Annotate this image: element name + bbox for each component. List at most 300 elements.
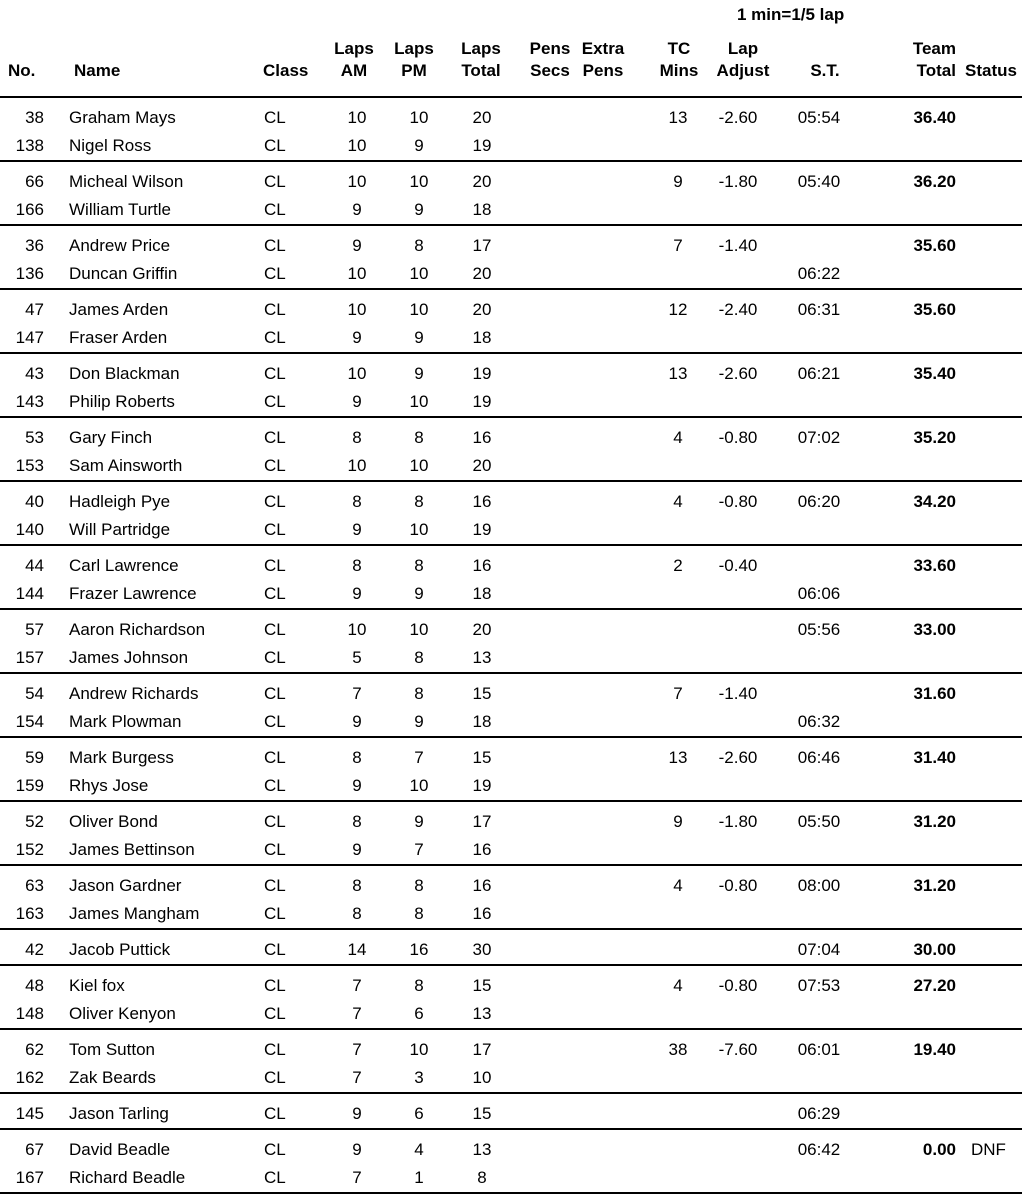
rider-number: 40 <box>25 492 44 511</box>
col-header-laps-total <box>455 38 507 82</box>
start-time: 05:54 <box>797 108 841 127</box>
col-header-no <box>8 60 48 82</box>
team-total <box>880 1100 956 1128</box>
start-time <box>793 196 845 224</box>
laps-pm: 1 <box>414 1168 424 1187</box>
rider-class: CL <box>264 300 286 319</box>
rider-class: CL <box>264 620 286 639</box>
table-row <box>0 744 1022 772</box>
laps-pm: 8 <box>414 976 424 995</box>
team-status <box>971 744 1021 772</box>
laps-total: 19 <box>472 520 492 539</box>
rider-name: Hadleigh Pye <box>69 492 171 511</box>
table-row <box>0 168 1022 196</box>
lap-adjust <box>708 1100 768 1128</box>
team-status <box>971 104 1021 132</box>
team-status <box>971 680 1021 708</box>
laps-total: 15 <box>472 976 492 995</box>
rider-name: Oliver Kenyon <box>69 1004 176 1023</box>
table-row <box>0 104 1022 132</box>
laps-total: 16 <box>472 428 492 447</box>
laps-am: 8 <box>352 812 362 831</box>
laps-am: 9 <box>352 1104 362 1123</box>
rider-class: CL <box>264 840 286 859</box>
rider-class: CL <box>264 136 286 155</box>
table-row <box>0 900 1022 928</box>
col-header-line: Mins <box>659 61 699 80</box>
laps-total: 20 <box>472 620 492 639</box>
laps-am: 9 <box>352 840 362 859</box>
rider-name: James Johnson <box>69 648 189 667</box>
team-total: 35.20 <box>913 428 956 447</box>
lap-adjust: -0.80 <box>718 428 758 447</box>
col-header-laps-am <box>330 38 378 82</box>
rider-number: 148 <box>15 1004 44 1023</box>
laps-am: 14 <box>347 940 367 959</box>
laps-pm: 9 <box>414 136 424 155</box>
col-header-st <box>800 60 850 82</box>
rider-class: CL <box>264 712 286 731</box>
laps-am: 8 <box>352 492 362 511</box>
team-group <box>0 610 1022 674</box>
rider-number: 166 <box>15 200 44 219</box>
tc-mins: 13 <box>668 748 688 767</box>
lap-adjust: -0.40 <box>718 556 758 575</box>
team-status <box>971 1036 1021 1064</box>
rider-number: 43 <box>25 364 44 383</box>
col-header-line: Laps <box>461 39 501 58</box>
laps-pm: 8 <box>414 428 424 447</box>
lap-adjust <box>708 936 768 964</box>
team-group <box>0 546 1022 610</box>
rider-number: 42 <box>25 940 44 959</box>
start-time <box>793 836 845 864</box>
team-status <box>971 168 1021 196</box>
rider-number: 36 <box>25 236 44 255</box>
laps-pm: 10 <box>409 520 429 539</box>
laps-am: 7 <box>352 1168 362 1187</box>
rider-class: CL <box>264 328 286 347</box>
laps-pm: 10 <box>409 392 429 411</box>
rider-name: Jason Gardner <box>69 876 182 895</box>
tc-mins: 2 <box>673 556 683 575</box>
team-total: 31.40 <box>913 748 956 767</box>
tc-mins <box>654 1136 702 1164</box>
laps-pm: 9 <box>414 200 424 219</box>
table-row <box>0 680 1022 708</box>
col-header-line: Pens <box>529 39 571 58</box>
laps-total: 13 <box>472 1140 492 1159</box>
table-row <box>0 488 1022 516</box>
col-header-line: Lap <box>727 39 759 58</box>
rider-number: 57 <box>25 620 44 639</box>
rider-class: CL <box>264 1140 286 1159</box>
laps-pm: 8 <box>414 876 424 895</box>
rider-class: CL <box>264 520 286 539</box>
col-header-tc-mins <box>655 38 703 82</box>
rider-name: James Arden <box>69 300 169 319</box>
start-time <box>793 1000 845 1028</box>
laps-pm: 6 <box>414 1104 424 1123</box>
rider-number: 152 <box>15 840 44 859</box>
table-row <box>0 132 1022 160</box>
rider-class: CL <box>264 748 286 767</box>
laps-pm: 10 <box>409 776 429 795</box>
col-header-pens-secs <box>526 38 574 82</box>
laps-pm: 16 <box>409 940 429 959</box>
rider-number: 66 <box>25 172 44 191</box>
tc-mins: 9 <box>673 172 683 191</box>
laps-total: 19 <box>472 364 492 383</box>
rider-class: CL <box>264 1040 286 1059</box>
rider-name: Richard Beadle <box>69 1168 186 1187</box>
laps-am: 8 <box>352 748 362 767</box>
lap-adjust: -2.40 <box>718 300 758 319</box>
laps-am: 7 <box>352 1004 362 1023</box>
table-row <box>0 772 1022 800</box>
laps-total: 20 <box>472 108 492 127</box>
col-header-line: Name <box>74 61 121 80</box>
team-group <box>0 738 1022 802</box>
team-status <box>971 232 1021 260</box>
team-total: 33.60 <box>913 556 956 575</box>
laps-am: 10 <box>347 364 367 383</box>
table-row <box>0 1100 1022 1128</box>
rider-name: Kiel fox <box>69 976 125 995</box>
rider-class: CL <box>264 876 286 895</box>
team-group <box>0 226 1022 290</box>
rider-number: 38 <box>25 108 44 127</box>
rider-name: Mark Plowman <box>69 712 182 731</box>
laps-pm: 8 <box>414 684 424 703</box>
rider-number: 159 <box>15 776 44 795</box>
laps-am: 10 <box>347 264 367 283</box>
col-header-line: Status <box>965 61 1017 80</box>
col-header-line: No. <box>8 61 36 80</box>
laps-pm: 9 <box>414 712 424 731</box>
team-status <box>971 552 1021 580</box>
rider-class: CL <box>264 392 286 411</box>
laps-pm: 4 <box>414 1140 424 1159</box>
tc-mins <box>654 616 702 644</box>
rider-class: CL <box>264 584 286 603</box>
team-group <box>0 674 1022 738</box>
laps-total: 30 <box>472 940 492 959</box>
laps-total: 18 <box>472 712 492 731</box>
table-row <box>0 1000 1022 1028</box>
laps-pm: 9 <box>414 812 424 831</box>
rider-class: CL <box>264 1068 286 1087</box>
table-header <box>0 38 1029 98</box>
rider-name: Don Blackman <box>69 364 180 383</box>
rider-name: Duncan Griffin <box>69 264 178 283</box>
team-group <box>0 1030 1022 1094</box>
laps-am: 9 <box>352 776 362 795</box>
rider-class: CL <box>264 976 286 995</box>
team-group <box>0 98 1022 162</box>
lap-adjust: -1.80 <box>718 172 758 191</box>
rider-class: CL <box>264 556 286 575</box>
laps-total: 20 <box>472 300 492 319</box>
team-total: 31.20 <box>913 876 956 895</box>
start-time <box>793 132 845 160</box>
team-total: 35.60 <box>913 236 956 255</box>
team-total: 33.00 <box>913 620 956 639</box>
start-time: 06:06 <box>797 584 841 603</box>
rider-name: Andrew Richards <box>69 684 199 703</box>
rider-class: CL <box>264 264 286 283</box>
team-status <box>971 424 1021 452</box>
rider-name: Oliver Bond <box>69 812 158 831</box>
start-time <box>793 452 845 480</box>
rider-class: CL <box>264 172 286 191</box>
team-group <box>0 966 1022 1030</box>
laps-am: 9 <box>352 200 362 219</box>
tc-mins: 9 <box>673 812 683 831</box>
team-group <box>0 930 1022 966</box>
team-total: 36.40 <box>913 108 956 127</box>
rider-name: Rhys Jose <box>69 776 149 795</box>
rider-class: CL <box>264 940 286 959</box>
laps-pm: 6 <box>414 1004 424 1023</box>
col-header-line: Team <box>912 39 956 58</box>
laps-pm: 7 <box>414 840 424 859</box>
team-status <box>971 296 1021 324</box>
laps-am: 9 <box>352 712 362 731</box>
team-status <box>971 360 1021 388</box>
table-row <box>0 616 1022 644</box>
team-group <box>0 482 1022 546</box>
team-total: 19.40 <box>913 1040 956 1059</box>
tc-mins: 4 <box>673 976 683 995</box>
rider-number: 59 <box>25 748 44 767</box>
laps-am: 9 <box>352 236 362 255</box>
laps-total: 19 <box>472 136 492 155</box>
col-header-line: Total <box>916 61 956 80</box>
start-time: 05:50 <box>797 812 841 831</box>
laps-am: 10 <box>347 300 367 319</box>
laps-am: 5 <box>352 648 362 667</box>
table-row <box>0 360 1022 388</box>
start-time: 06:42 <box>797 1140 841 1159</box>
start-time: 06:21 <box>797 364 841 383</box>
team-status <box>971 616 1021 644</box>
col-header-line: Class <box>263 61 309 80</box>
lap-adjust: -0.80 <box>718 492 758 511</box>
col-header-line: Pens <box>582 61 624 80</box>
team-total: 30.00 <box>913 940 956 959</box>
start-time: 08:00 <box>797 876 841 895</box>
rider-number: 143 <box>15 392 44 411</box>
start-time: 07:53 <box>797 976 841 995</box>
laps-am: 7 <box>352 976 362 995</box>
lap-adjust: -1.40 <box>718 236 758 255</box>
rider-class: CL <box>264 108 286 127</box>
start-time: 05:40 <box>797 172 841 191</box>
col-header-team-total <box>890 38 956 82</box>
start-time: 07:04 <box>797 940 841 959</box>
start-time <box>793 900 845 928</box>
laps-total: 19 <box>472 392 492 411</box>
team-total: 34.20 <box>913 492 956 511</box>
team-status: DNF <box>971 1140 1006 1159</box>
start-time <box>793 1064 845 1092</box>
team-total: 31.20 <box>913 812 956 831</box>
tc-mins: 4 <box>673 428 683 447</box>
table-row <box>0 836 1022 864</box>
laps-pm: 9 <box>414 328 424 347</box>
laps-total: 15 <box>472 1104 492 1123</box>
laps-total: 16 <box>472 840 492 859</box>
start-time <box>793 644 845 672</box>
laps-am: 9 <box>352 328 362 347</box>
laps-pm: 9 <box>414 584 424 603</box>
start-time: 06:32 <box>797 712 841 731</box>
rider-number: 138 <box>15 136 44 155</box>
rider-class: CL <box>264 492 286 511</box>
rider-name: James Mangham <box>69 904 200 923</box>
laps-am: 8 <box>352 556 362 575</box>
table-row <box>0 644 1022 672</box>
laps-pm: 10 <box>409 172 429 191</box>
laps-total: 15 <box>472 684 492 703</box>
rider-number: 140 <box>15 520 44 539</box>
col-header-lap-adjust <box>712 38 774 82</box>
rider-class: CL <box>264 364 286 383</box>
tc-mins <box>654 1100 702 1128</box>
rider-name: Fraser Arden <box>69 328 168 347</box>
col-header-laps-pm <box>390 38 438 82</box>
rider-number: 44 <box>25 556 44 575</box>
col-header-line: TC <box>667 39 691 58</box>
rider-number: 144 <box>15 584 44 603</box>
rider-number: 163 <box>15 904 44 923</box>
rider-number: 54 <box>25 684 44 703</box>
rider-name: Carl Lawrence <box>69 556 179 575</box>
laps-total: 13 <box>472 648 492 667</box>
rider-number: 145 <box>15 1104 44 1123</box>
laps-total: 16 <box>472 876 492 895</box>
team-group <box>0 290 1022 354</box>
lap-conversion-note: 1 min=1/5 lap <box>737 5 845 24</box>
rider-number: 154 <box>15 712 44 731</box>
col-header-line: Total <box>461 61 501 80</box>
team-status <box>971 972 1021 1000</box>
start-time <box>793 516 845 544</box>
laps-total: 17 <box>472 236 492 255</box>
rider-number: 136 <box>15 264 44 283</box>
table-row <box>0 260 1022 288</box>
tc-mins: 12 <box>668 300 688 319</box>
laps-total: 15 <box>472 748 492 767</box>
laps-am: 9 <box>352 520 362 539</box>
rider-name: David Beadle <box>69 1140 171 1159</box>
start-time <box>793 772 845 800</box>
rider-name: Aaron Richardson <box>69 620 206 639</box>
rider-class: CL <box>264 456 286 475</box>
laps-pm: 8 <box>414 556 424 575</box>
start-time: 06:01 <box>797 1040 841 1059</box>
laps-am: 9 <box>352 1140 362 1159</box>
table-row <box>0 580 1022 608</box>
laps-total: 18 <box>472 328 492 347</box>
col-header-line: Secs <box>530 61 570 80</box>
rider-name: Jacob Puttick <box>69 940 171 959</box>
lap-adjust: -2.60 <box>718 108 758 127</box>
lap-adjust: -0.80 <box>718 976 758 995</box>
rider-class: CL <box>264 684 286 703</box>
col-header-extra-pens <box>578 38 628 82</box>
rider-number: 62 <box>25 1040 44 1059</box>
laps-total: 8 <box>477 1168 487 1187</box>
lap-adjust: -2.60 <box>718 748 758 767</box>
laps-total: 17 <box>472 812 492 831</box>
team-group <box>0 1130 1022 1194</box>
table-row <box>0 1064 1022 1092</box>
laps-pm: 8 <box>414 648 424 667</box>
rider-class: CL <box>264 648 286 667</box>
rider-name: Philip Roberts <box>69 392 175 411</box>
team-total: 36.20 <box>913 172 956 191</box>
rider-number: 147 <box>15 328 44 347</box>
start-time <box>793 388 845 416</box>
table-row <box>0 972 1022 1000</box>
laps-pm: 8 <box>414 492 424 511</box>
tc-mins: 4 <box>673 492 683 511</box>
laps-total: 18 <box>472 200 492 219</box>
team-group <box>0 866 1022 930</box>
laps-am: 10 <box>347 620 367 639</box>
laps-total: 19 <box>472 776 492 795</box>
tc-mins: 38 <box>668 1040 688 1059</box>
start-time: 06:31 <box>797 300 841 319</box>
tc-mins: 4 <box>673 876 683 895</box>
start-time: 06:20 <box>797 492 841 511</box>
laps-am: 7 <box>352 1068 362 1087</box>
table-row <box>0 196 1022 224</box>
rider-name: Tom Sutton <box>69 1040 155 1059</box>
table-row <box>0 708 1022 736</box>
table-row <box>0 324 1022 352</box>
laps-total: 20 <box>472 456 492 475</box>
laps-am: 8 <box>352 428 362 447</box>
laps-pm: 10 <box>409 620 429 639</box>
team-total: 31.60 <box>913 684 956 703</box>
col-header-status <box>965 60 1025 82</box>
rider-class: CL <box>264 776 286 795</box>
rider-name: Gary Finch <box>69 428 153 447</box>
rider-name: Mark Burgess <box>69 748 174 767</box>
rider-class: CL <box>264 1104 286 1123</box>
rider-class: CL <box>264 812 286 831</box>
laps-pm: 8 <box>414 236 424 255</box>
table-row <box>0 516 1022 544</box>
start-time: 06:46 <box>797 748 841 767</box>
laps-total: 17 <box>472 1040 492 1059</box>
results-table <box>0 98 1029 1194</box>
rider-class: CL <box>264 1168 286 1187</box>
rider-name: Frazer Lawrence <box>69 584 197 603</box>
col-header-line: Laps <box>394 39 434 58</box>
start-time <box>793 552 845 580</box>
rider-name: James Bettinson <box>69 840 195 859</box>
rider-number: 52 <box>25 812 44 831</box>
col-header-line: Adjust <box>716 61 770 80</box>
lap-adjust: -1.80 <box>718 812 758 831</box>
team-status <box>971 872 1021 900</box>
laps-total: 16 <box>472 556 492 575</box>
col-header-class <box>263 60 323 82</box>
